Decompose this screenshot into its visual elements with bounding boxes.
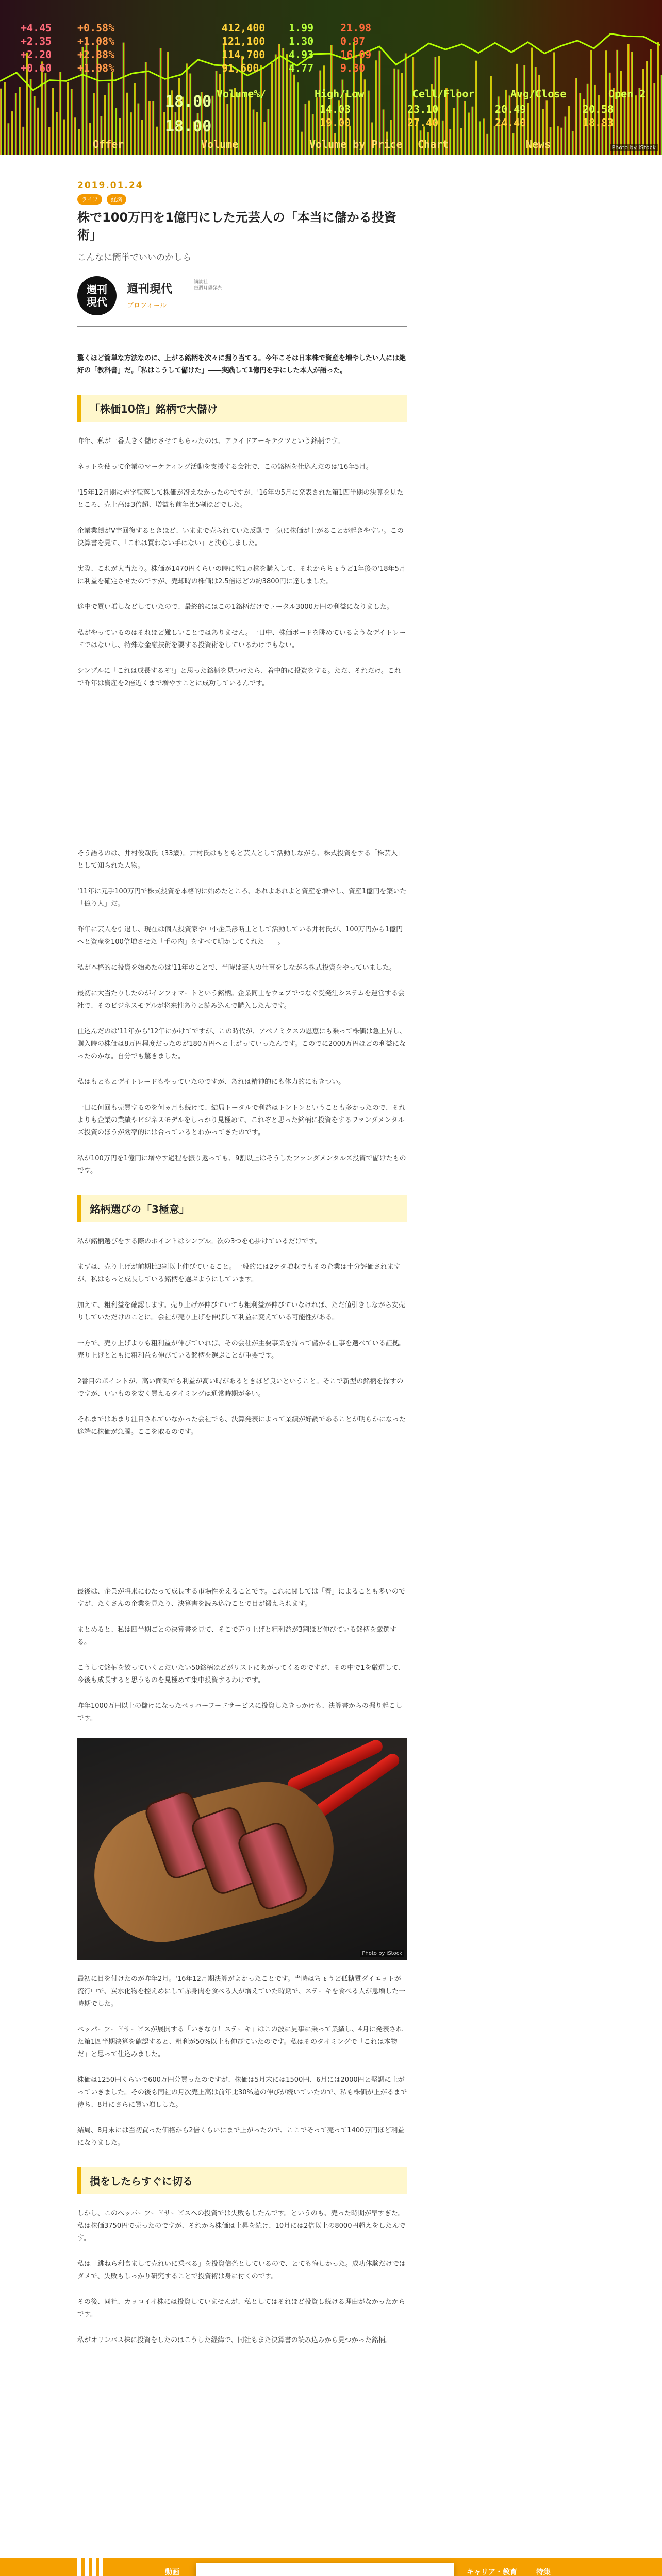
hero-bar	[278, 44, 280, 155]
hero-ticker-text: 412,400	[222, 22, 266, 34]
hero-bar	[253, 109, 255, 155]
hero-bar	[579, 93, 581, 155]
paragraph: 私が本格的に投資を始めたのは'11年のことで、当時は芸人の仕事をしながら株式投資をやっていました。	[77, 964, 396, 972]
hero-ticker-text: High/Low	[315, 88, 365, 100]
publish-date: 2019.01.24	[77, 180, 143, 191]
hero-ticker-text: 121,100	[222, 35, 266, 47]
paragraph: ペッパーフードサービスが展開する「いきなり！ステーキ」はこの波に見事に乗って業績し、4月に発表された第1四半期決算を確認すると、粗利が50%以上も伸びていたのです。私はそのタイミングで「これは本物だ」と思って仕込みました。	[77, 2026, 403, 2058]
article-subtitle: こんなに簡単でいいのかしら	[77, 252, 191, 263]
hero-bar	[189, 73, 191, 155]
hero-bar	[37, 108, 39, 155]
hero-bar	[7, 123, 9, 155]
section-heading: 「株価10倍」銘柄で大儲け	[77, 395, 407, 422]
hero-bar	[48, 127, 51, 155]
hero-bar	[460, 128, 462, 155]
profile-link[interactable]: プロフィール	[127, 302, 167, 310]
paragraph: 一方で、売り上げよりも粗利益が伸びていれば、その会社が主要事業を持って儲かる仕事を選べている証拠。売り上げとともに粗利益も伸びている銘柄を選ぶことが重要です。	[77, 1340, 406, 1360]
hero-bar	[557, 126, 559, 155]
hero-bar	[657, 42, 659, 155]
hero-ticker-text: +2.88%	[77, 48, 115, 61]
paragraph: 一日に何回も売買するのを何ヵ月も続けて、結局トータルで利益はトントンということも多かったので、それよりも企業の業績やビジネスモデルをしっかり見極めて、これぞと思った銘柄に投資をするファンダメンタルズ投資のほうが効率的には合っているとわかってきたのです。	[77, 1104, 406, 1137]
paragraph: 私が100万円を1億円に増やす過程を振り返っても、9割以上はそうしたファンダメンタルズ投資で儲けたものです。	[77, 1155, 406, 1175]
hero-bar	[56, 112, 58, 155]
hero-bar	[471, 107, 473, 155]
hero-bar	[44, 73, 46, 155]
hero-bar	[152, 101, 154, 155]
hero-bar	[4, 82, 6, 155]
hero-bar	[282, 48, 284, 155]
notification-dialog	[196, 2563, 454, 2576]
publisher-logo[interactable]: 週刊 現代	[77, 276, 117, 315]
hero-ticker-text: 0.97	[340, 35, 366, 47]
hero-ticker-text: 1.30	[289, 35, 314, 47]
hero-bar	[130, 112, 132, 155]
hero-bar	[52, 88, 54, 155]
tag-life[interactable]: ライフ	[77, 194, 102, 205]
paragraph: 私が銘柄選びをする際のポイントはシンプル。次の3つを心掛けているだけです。	[77, 1238, 322, 1245]
ad-space	[77, 1438, 407, 1572]
hero-bar	[41, 61, 43, 155]
article-title: 株で100万円を1億円にした元芸人の「本当に儲かる投資術」	[77, 210, 396, 242]
hero-ticker-text: Volume%/	[217, 88, 267, 100]
hero-bar	[590, 50, 592, 155]
hero-ticker-text: +1.08%	[77, 62, 115, 74]
paragraph: 結局、8月末には当初買った価格から2倍くらいにまで上がったので、ここでそって売って1400万円ほど利益になりました。	[77, 2127, 405, 2147]
article	[77, 180, 407, 2347]
hero-bar	[34, 96, 36, 155]
hero-bar	[631, 52, 633, 155]
paragraph: 私がやっているのはそれほど難しいことではありません。一日中、株価ボードを眺めているようなデイトレードではないし、特殊な金融技術を要する投資術をしているわけでもない。	[77, 629, 406, 649]
hero-bar	[275, 54, 277, 155]
hero-ticker-text: 24.40	[495, 116, 526, 129]
paragraph: 昨年1000万円以上の儲けになったペッパーフードサービスに投資したきっかけも、決算書からの掘り起こしです。	[77, 1702, 403, 1722]
hero-bar	[263, 122, 266, 155]
hero-ticker-text: 4.77	[289, 62, 314, 74]
hero-bar	[483, 118, 485, 155]
hero-ticker-text: 18.00	[165, 93, 212, 111]
hero-ticker-text: 4.93	[289, 48, 314, 61]
paragraph: 私は「跳ねら利食まして売れいに乗べる」を投資信条としているので、とても悔しかった。成功体験だけではダメで、失敗もしっかり研究することで投資術は身に付くのです。	[77, 2260, 406, 2280]
hero-bar	[642, 69, 644, 155]
paragraph: 最初に大当たりしたのがインフォマートという銘柄。企業同士をウェブでつなぐ受発注システムを運営する会社で、そのビジネスモデルが将来性ありと読み込んで購入したんです。	[77, 990, 405, 1010]
hero-ticker-text: 91,600	[222, 62, 259, 74]
hero-bar	[479, 121, 481, 155]
hero-bar	[11, 111, 13, 155]
hero-bar	[59, 72, 61, 155]
paragraph: 実際、これが大当たり。株価が1470円くらいの時に約1万株を購入して、それからちょうど1年後の'18年5月に利益を確定させたのですが、売却時の株価は2.5倍ほどの約3800円に達しました。	[77, 565, 406, 585]
paragraph: まとめると、私は四半期ごとの決算書を見て、そこで売り上げと粗利益が3割ほど伸びている銘柄を厳選する。	[77, 1626, 397, 1646]
hero-bar	[0, 89, 2, 155]
publisher-name[interactable]: 週刊現代	[127, 283, 173, 296]
hero-ticker-text: +2.20	[21, 48, 52, 61]
hero-ticker-text: Offer	[93, 138, 124, 150]
paragraph: ネットを使って企業のマーケティング活動を支援する会社で、この銘柄を仕込んだのは'16年5月。	[77, 463, 373, 471]
hero-bar	[572, 131, 574, 155]
hero-bar	[15, 93, 17, 155]
paragraph: 2番目のポイントが、高い面倒でも利益が高い時があるときほど良いということ。そこで新型の銘柄を探すのですが、いいものを安く買えるタイミングは通常時期が多い。	[77, 1378, 404, 1398]
hero-bar	[293, 75, 295, 155]
hero-ticker-text: 16.09	[340, 48, 372, 61]
byline-divider	[77, 326, 407, 327]
paragraph: シンプルに「これは成長するぞ!」と思った銘柄を見つけたら、着中的に投資をする。ただ、それだけ。これで昨年は資産を2倍近くまで増やすことに成功しているんです。	[77, 667, 401, 687]
hero-bar	[560, 128, 562, 155]
hero-bar	[156, 127, 158, 155]
hero-bar	[650, 49, 652, 155]
hero-bar	[137, 104, 139, 155]
hero-bar	[575, 78, 577, 155]
hero-bar	[468, 113, 470, 155]
hero-ticker-text: +0.60	[21, 62, 52, 74]
paragraph: 仕込んだのは'11年から'12年にかけてですが、この時代が、アベノミクスの恩恵にも乗って株価は急上昇し、購入時の株価は8万円程度だったのが180万円へと上がっていったんです。このでに2000万円ほどの利益になったのかな。自分でも驚きました。	[77, 1028, 406, 1060]
nav-feature[interactable]: 特集	[536, 2568, 551, 2576]
hero-bar	[297, 82, 299, 155]
site-logo[interactable]	[77, 2558, 106, 2576]
hero-bar	[301, 132, 303, 155]
paragraph: 昨年に芸人を引退し、現在は個人投資家や中小企業診断士として活動している井村氏が、100万円から1億円へと資産を100倍増させた「手の内」をすべて明かしてくれた――。	[77, 926, 403, 946]
hero-bar	[160, 48, 162, 155]
hero-bar	[464, 101, 466, 155]
ad-space	[77, 690, 407, 834]
hero-bar	[405, 53, 407, 155]
paragraph: 株価は1250円くらいで600万円分買ったのですが、株価は5月末には1500円、6月には2000円と堅調に上がっていきました。その後も同社の月次売上高は前年比30%超の伸びが続いていたので、私も株価が上がるまで待ち、8月にさらに買い増しした。	[77, 2076, 407, 2109]
paragraph: 最初に目を付けたのが昨年2月。'16年12月期決算がよかったことです。当時はちょうど低糖質ダイエットが流行中で、炭水化物を控えめにして赤身肉を食べる人が増えていた時期で、ステーキを食べる人が急増した一時期でした。	[77, 1975, 406, 2008]
section-heading: 銘柄選びの「3極意」	[77, 1195, 407, 1222]
hero-bar	[490, 76, 492, 155]
hero-bar	[30, 79, 32, 155]
chili-pepper	[286, 1738, 385, 1793]
paragraph: '11年に元手100万円で株式投資を本格的に始めたところ、あれよあれよと資産を増やし、資産1億円を築いた「億り人」だ。	[77, 888, 407, 908]
hero-bar	[290, 64, 292, 155]
paragraph: 最後は、企業が将来にわたって成長する市場性をえることです。これに関しては「着」によることも多いのですが、たくさんの企業を見たり、決算書を読み込むことで目が鍛えられます。	[77, 1588, 405, 1608]
hero-ticker-text: 27.40	[407, 116, 439, 129]
hero-ticker-text: +1.08%	[77, 35, 115, 47]
hero-ticker-text: +0.58%	[77, 22, 115, 34]
paragraph: 加えて、粗利益を確認します。売り上げが伸びていても粗利益が伸びていなければ、ただ値引きしながら安売りしていただけのことに。会社が売り上げを伸ばして利益に変えている可能性がある。	[77, 1301, 405, 1321]
hero-bar	[71, 89, 73, 155]
hero-bar	[304, 104, 306, 155]
publisher-note: 講談社 毎週月曜発売	[194, 280, 222, 291]
nav-career[interactable]: キャリア・教育	[467, 2568, 517, 2576]
hero-bar	[141, 120, 143, 155]
paragraph: 私はもともとデイトレードもやっていたのですが、あれは精神的にも体力的にもきつい。	[77, 1078, 345, 1086]
paragraph: それまではあまり注目されていなかった会社でも、決算発表によって業績が好調であることが明らかになった途端に株価が急騰。ここを取るのです。	[77, 1416, 406, 1436]
hero-ticker-text: 9.30	[340, 62, 366, 74]
hero-ticker-text: 1.99	[289, 22, 314, 34]
hero-bar	[494, 126, 496, 155]
hero-bar	[78, 129, 80, 155]
tag-economy[interactable]: 経済	[107, 194, 126, 205]
paragraph: まずは、売り上げが前期比3割以上伸びていること。一般的には2ケタ増収でもその企業は十分評価されますが、私はもっと成長している銘柄を選ぶようにしています。	[77, 1263, 401, 1283]
hero-ticker-text: 23.10	[407, 103, 439, 115]
hero-bar	[256, 112, 258, 155]
article-lead: 驚くほど簡単な方法なのに、上がる銘柄を次々に掘り当てる。今年こそは日本株で資産を増やしたい人には絶好の「教科書」だ。「私はこうして儲けた」――実践して1億円を手にした本人が語った。	[77, 354, 406, 375]
paragraph: 途中で買い増しなどしていたので、最終的にはこの1銘柄だけでトータル3000万円の利益になりました。	[77, 603, 393, 611]
hero-bar	[453, 108, 455, 155]
hero-ticker-text: 20.58	[583, 103, 614, 115]
hero-bar	[512, 133, 515, 155]
hero-ticker-text: 14.03	[320, 103, 351, 115]
paragraph: その後、同社、カッコイイ株には投資していませんが、私としてはそれほど投資し続ける理由がなかったからです。	[77, 2298, 405, 2318]
hero-ticker-text: 19.00	[320, 116, 351, 129]
steak-photo	[77, 1738, 407, 1960]
hero-bar	[89, 123, 91, 155]
hero-bar	[564, 116, 566, 155]
hero-bar	[249, 93, 251, 155]
paragraph: '15年12月期に赤字転落して株価が冴えなかったのですが、'16年の5月に発表された第1四半期の決算を見たところ、売上高は3倍超、増益も前年比5割ほどでした。	[77, 489, 404, 509]
hero-ticker-text: +2.35	[21, 35, 52, 47]
nav-video[interactable]: 動画	[165, 2568, 179, 2576]
hero-ticker-text: Chart	[418, 138, 449, 150]
hero-ticker-text: News	[526, 138, 551, 150]
hero-bar	[646, 61, 648, 155]
hero-bar	[271, 63, 273, 155]
hero-bar	[568, 106, 570, 155]
paragraph: 私がオリンパス株に投資をしたのはこうした経緯で、同社もまた決算書の読み込みから見つかった銘柄。	[77, 2336, 392, 2344]
paragraph: 企業業績がV字回復するときほど、いままで売られていた反動で一気に株価が上がることが起きやすい。この決算書を見て、「これは買わない手はない」と決心しました。	[77, 527, 404, 547]
byline	[77, 276, 407, 317]
hero-bar	[286, 54, 288, 155]
hero-bar	[145, 62, 147, 155]
hero-bar	[74, 117, 76, 155]
hero-bar	[449, 129, 451, 155]
hero-bar	[67, 82, 69, 155]
hero-bar	[178, 78, 180, 155]
paragraph: こうして銘柄を絞っていくとだいたい50銘柄ほどがリストにあがってくるのですが、その中で1を厳選して、今後も成長すると思うものを見極めて集中投資するわけです。	[77, 1664, 405, 1684]
hero-ticker-text: 18.83	[583, 116, 614, 129]
paragraph: 昨年、私が一番大きく儲けさせてもらったのは、アライドアーキテクツという銘柄です。	[77, 437, 344, 445]
paragraph: しかし、このペッパーフードサービスへの投資では失敗もしたんです。というのも、売った時期が早すぎた。私は株価3750円で売ったのですが、それから株価は上昇を続け、10月には2倍以上の8000円超えをしたんです。	[77, 2210, 406, 2242]
hero-ticker-text: Avg/Close	[510, 88, 567, 100]
hero-ticker-text: 20.49	[495, 103, 526, 115]
hero-bar	[63, 120, 65, 155]
hero-bar	[148, 101, 151, 155]
hero-bar	[126, 93, 128, 155]
hero-bar	[486, 134, 488, 155]
hero-bar	[267, 109, 269, 155]
hero-ticker-text: 18.00	[165, 117, 212, 135]
hero-bar	[19, 87, 21, 155]
hero-ticker-text: 114,700	[222, 48, 266, 61]
hero-bar	[134, 83, 136, 155]
hero-stock-image	[0, 0, 662, 155]
hero-bar	[616, 50, 618, 155]
hero-bar	[245, 92, 247, 155]
hero-ticker-text: +4.45	[21, 22, 52, 34]
hero-bar	[475, 61, 477, 155]
hero-ticker-text: Cell/Floor	[412, 88, 475, 100]
hero-ticker-text: Open 2	[608, 88, 646, 100]
photo-credit: Photo by iStock	[360, 1950, 404, 1957]
hero-bar	[260, 65, 262, 155]
hero-bar	[620, 71, 622, 155]
section-heading: 損をしたらすぐに切る	[77, 2167, 407, 2194]
paragraph: そう語るのは、井村俊哉氏（33歳）。井村氏はもともと芸人として活動しながら、株式投資をする「株芸人」として知られた人物。	[77, 850, 405, 870]
photo-credit: Photo by iStock	[610, 144, 658, 151]
tag-list	[77, 194, 407, 205]
hero-bar	[553, 52, 555, 155]
hero-ticker-text: Volume by Price	[309, 138, 403, 150]
hero-ticker-text: Volume	[201, 138, 239, 150]
hero-ticker-text: 21.98	[340, 22, 372, 34]
hero-bar	[22, 127, 24, 155]
